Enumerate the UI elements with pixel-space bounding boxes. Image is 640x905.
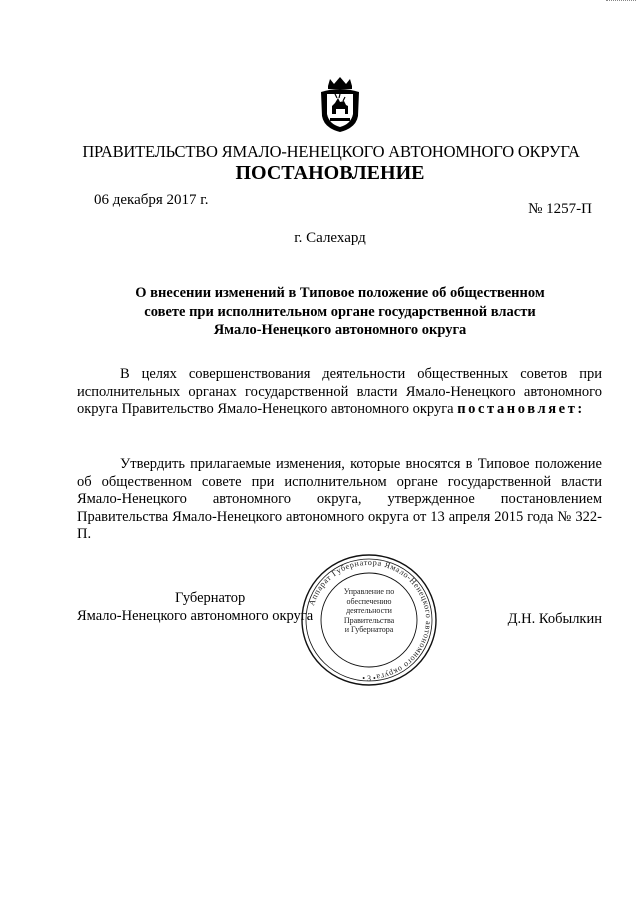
document-title <box>120 284 560 340</box>
coat-of-arms-icon <box>318 76 362 134</box>
seal-line: деятельности <box>346 606 392 616</box>
resolution-paragraph: Утвердить прилагаемые изменения, которые вносятся в Типовое положение об общественном совете при исполнительном органе государственной власти Ямало-Ненецкого автономного округа, утвержденное постановлением Правительства Ямало-Ненецкого автономного округа от 13 апреля 2015 года № 322-П. <box>77 456 602 542</box>
document-date: 06 декабря 2017 г. <box>94 192 209 208</box>
document-number: № 1257-П <box>528 201 592 217</box>
signatory-title: Губернатор <box>175 590 246 606</box>
seal-line: и Губернатора <box>344 625 394 635</box>
document-city: г. Салехард <box>294 230 366 246</box>
document-type-heading: ПОСТАНОВЛЕНИЕ <box>235 162 425 184</box>
seal-line: Управление по <box>343 587 395 596</box>
seal-line: Правительства <box>343 615 395 625</box>
scan-corner-mark <box>606 0 636 3</box>
preamble-text: В целях совершенствования деятельности общественных советов при исполнительных органах государственной власти Ямало-Ненецкого автономного округа Правительство Ямало-Ненецкого автономного округа <box>77 366 602 417</box>
seal-number: • 3 • <box>362 674 376 683</box>
signatory-name: Д.Н. Кобылкин <box>507 611 602 627</box>
title-line: Ямало-Ненецкого автономного округа <box>213 322 467 338</box>
signatory-organization: Ямало-Ненецкого автономного округа <box>77 608 314 624</box>
decree-word: постановляет: <box>457 401 585 417</box>
preamble-paragraph <box>77 366 602 419</box>
seal-line: обеспечению <box>346 596 392 606</box>
title-line: совете при исполнительном органе государственной власти <box>144 303 536 320</box>
title-line: О внесении изменений в Типовое положение об общественном <box>135 285 545 301</box>
header-organization: ПРАВИТЕЛЬСТВО ЯМАЛО-НЕНЕЦКОГО АВТОНОМНОГО ОКРУГА <box>82 142 580 161</box>
seal-ring-text: Аппарат Губернатора Ямало-Ненецкого автономного округа <box>307 557 434 682</box>
seal-center-text <box>333 587 405 635</box>
